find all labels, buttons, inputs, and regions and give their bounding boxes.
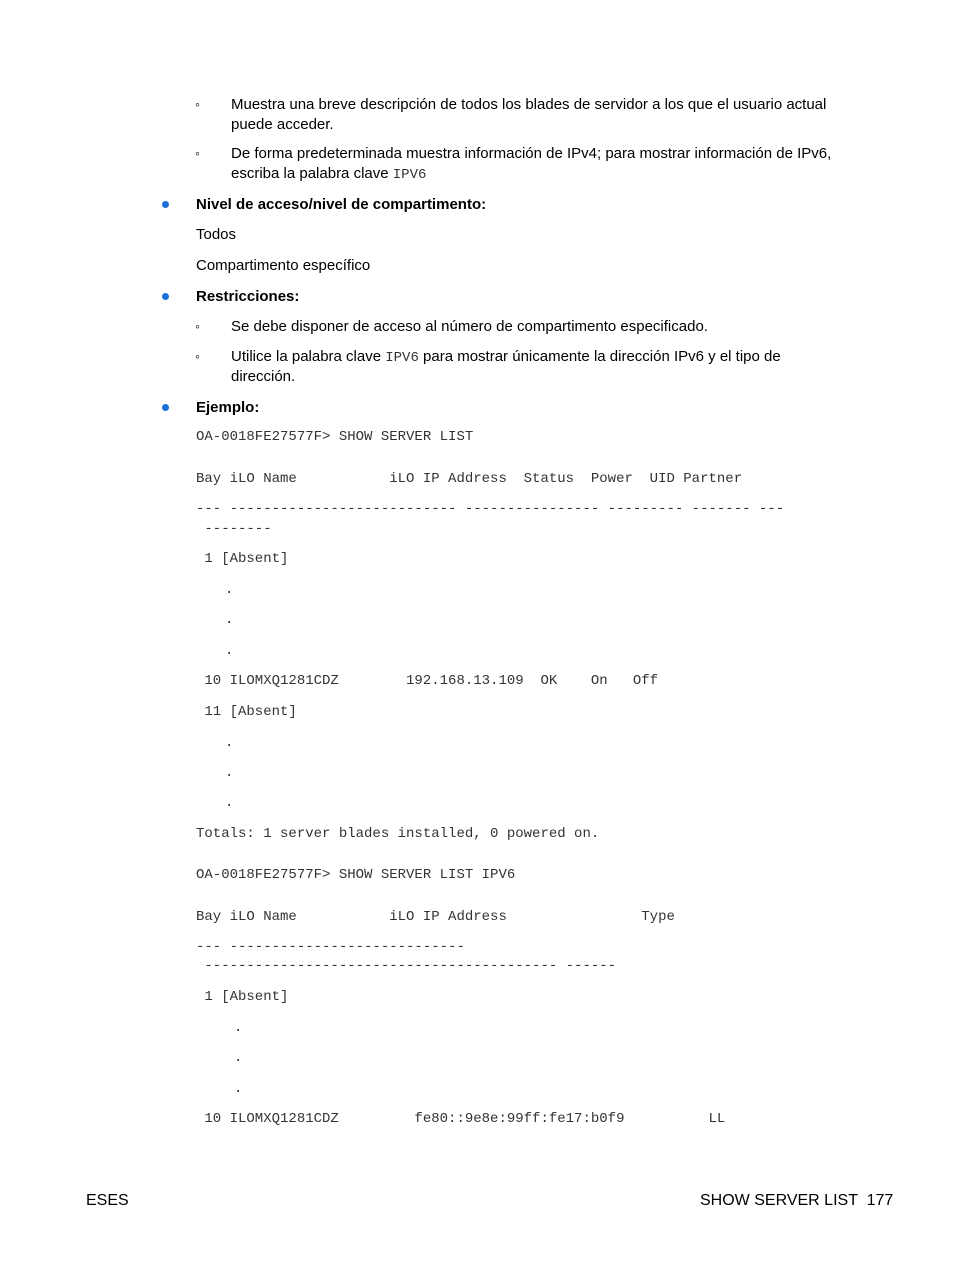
ellipsis-dot: . <box>225 765 234 781</box>
ellipsis-dot: . <box>225 795 234 811</box>
access-heading: Nivel de acceso/nivel de compartimento: <box>196 196 487 213</box>
table-separator: --- ---------------------------- <box>196 939 465 955</box>
table-header: Bay iLO Name iLO IP Address Type <box>196 909 675 925</box>
intro-item-2-line1: De forma predeterminada muestra información de IPv4; para mostrar información de IPv6, <box>231 145 832 162</box>
command-line: OA-0018FE27577F> SHOW SERVER LIST <box>196 429 474 445</box>
table-separator: -------- <box>196 521 272 537</box>
command-line: OA-0018FE27577F> SHOW SERVER LIST IPV6 <box>196 867 516 883</box>
circle-bullet-icon: ◦ <box>195 318 200 334</box>
code-keyword: IPV6 <box>385 350 419 366</box>
table-row: 10 ILOMXQ1281CDZ fe80::9e8e:99ff:fe17:b0f9 LL <box>196 1111 726 1127</box>
ellipsis-dot: . <box>225 582 234 598</box>
ellipsis-dot: . <box>234 1020 243 1036</box>
intro-item-2-line2: escriba la palabra clave IPV6 <box>231 165 427 183</box>
circle-bullet-icon: ◦ <box>195 348 200 364</box>
footer-right <box>700 1192 893 1210</box>
table-row: 1 [Absent] <box>196 551 289 567</box>
page-number: 177 <box>866 1192 894 1209</box>
ellipsis-dot: . <box>225 643 234 659</box>
access-value: Compartimento específico <box>196 257 371 274</box>
bullet-icon <box>162 293 169 300</box>
restrictions-heading: Restricciones: <box>196 288 300 305</box>
code-keyword: IPV6 <box>392 167 427 183</box>
access-value: Todos <box>196 226 237 243</box>
table-row: 1 [Absent] <box>196 989 289 1005</box>
table-row: 10 ILOMXQ1281CDZ 192.168.13.109 OK On Off <box>196 673 659 689</box>
intro-item-1-line1: Muestra una breve descripción de todos los blades de servidor a los que el usuario actual <box>231 96 827 113</box>
ellipsis-dot: . <box>225 612 234 628</box>
circle-bullet-icon: ◦ <box>195 145 200 161</box>
example-heading: Ejemplo: <box>196 399 260 416</box>
footer-left: ESES <box>86 1192 129 1209</box>
ellipsis-dot: . <box>234 1050 243 1066</box>
restriction-item-2-line2: dirección. <box>231 368 296 385</box>
restriction-item-2-line1: Utilice la palabra clave IPV6 para mostrar únicamente la dirección IPv6 y el tipo de <box>231 348 781 366</box>
restriction-item-1: Se debe disponer de acceso al número de compartimento especificado. <box>231 318 708 335</box>
bullet-icon <box>162 404 169 411</box>
ellipsis-dot: . <box>234 1081 243 1097</box>
ellipsis-dot: . <box>225 735 234 751</box>
table-header: Bay iLO Name iLO IP Address Status Power UID Partner <box>196 471 743 487</box>
totals-line: Totals: 1 server blades installed, 0 powered on. <box>196 826 600 842</box>
table-row: 11 [Absent] <box>196 704 297 720</box>
intro-item-1-line2: puede acceder. <box>231 116 334 133</box>
circle-bullet-icon: ◦ <box>195 96 200 112</box>
bullet-icon <box>162 201 169 208</box>
table-separator: --- --------------------------- ---------------- --------- ------- --- <box>196 501 785 517</box>
table-separator: ------------------------------------------ ------ <box>196 958 617 974</box>
footer-section-title: SHOW SERVER LIST <box>700 1192 858 1209</box>
